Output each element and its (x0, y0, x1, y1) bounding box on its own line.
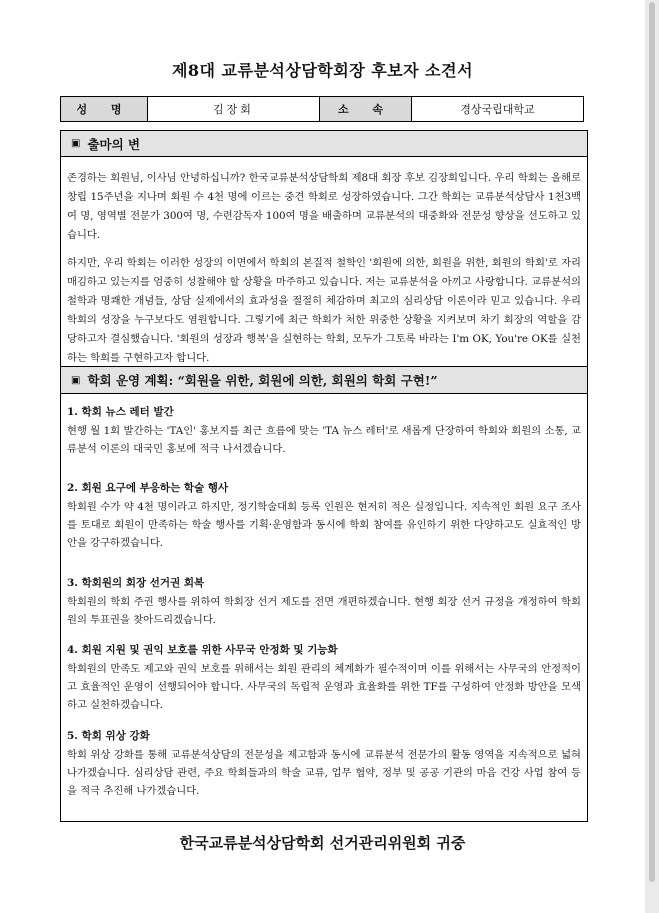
name-value: 김장회 (147, 97, 319, 121)
affiliation-value: 경상국립대학교 (411, 97, 583, 121)
plan-item (67, 574, 581, 629)
plan-item-title: 3. 학회원의 회장 선거권 회복 (67, 577, 205, 589)
vertical-scrollbar[interactable] (645, 0, 659, 913)
square-bullet-icon: ▣ (71, 138, 81, 149)
document-footer: 한국교류분석상담학회 선거관리위원회 귀중 (179, 834, 466, 852)
plan-section-header (61, 366, 587, 394)
candidacy-header-label: 출마의 변 (87, 136, 141, 152)
document-title: 제8대 교류분석상담학회장 후보자 소견서 (171, 61, 474, 80)
candidacy-section-header (61, 131, 587, 157)
candidacy-paragraph: 존경하는 회원님, 이사님 안녕하십니까? 한국교류분석상담학회 제8대 회장 후보 김장회입니다. 우리 학회는 올해로 창립 15주년을 지나며 회원 수 4천 명에 이르는 중견 학회로 성장하였습니다. 그간 학회는 교류분석상담사 1천3백여 명, 영역별 전문가 300여 명, 수련감독자 100여 명을 배출하며 교류분석의 대중화와 전문성 향상을 선도하고 있습니다. (67, 172, 581, 242)
plan-item (67, 727, 581, 801)
plan-item-body: 학회 위상 강화를 통해 교류분석상담의 전문성을 제고함과 동시에 교류분석 전문가의 활동 영역을 지속적으로 넓혀 나가겠습니다. 심리상담 관련, 주요 학회들과의 학술 교류, 업무 협약, 정부 및 공공 기관의 마음 건강 사업 참여 등을 적극 추진해 나가겠습니다. (67, 749, 581, 798)
plan-header-label: 학회 운영 계획: “회원을 위한, 회원에 의한, 회원의 학회 구현!” (87, 373, 438, 388)
plan-item-title: 5. 학회 위상 강화 (67, 730, 150, 742)
plan-item (67, 403, 581, 458)
plan-item-body: 학회원의 학회 주권 행사를 위하여 학회장 선거 제도를 전면 개편하겠습니다. 현행 회장 선거 규정을 개정하여 학회원의 투표권을 찾아드리겠습니다. (67, 596, 581, 627)
plan-item-title: 2. 회원 요구에 부응하는 학술 행사 (67, 482, 229, 494)
square-bullet-icon: ▣ (71, 374, 81, 386)
scrollbar-thumb[interactable] (649, 2, 655, 882)
candidate-info-table (60, 96, 584, 122)
name-label: 성 명 (61, 97, 147, 121)
plan-item (67, 479, 581, 553)
plan-item-body: 학회원의 만족도 제고와 권익 보호를 위해서는 회원 관리의 체계화가 필수적이며 이를 위해서는 사무국의 안정적이고 효율적인 운영이 선행되어야 합니다. 사무국의 독립적 운영과 효율화를 위한 TF를 구성하여 안정화 방안을 모색하고 실천하겠습니다. (67, 663, 581, 712)
plan-item-title: 1. 학회 뉴스 레터 발간 (67, 406, 174, 418)
affiliation-label: 소 속 (319, 97, 411, 121)
plan-item (67, 641, 581, 715)
statement-box (60, 130, 588, 822)
plan-item-body: 학회원 수가 약 4천 명이라고 하지만, 정기학술대회 등록 인원은 현저히 적은 실정입니다. 지속적인 회원 요구 조사를 토대로 회원이 만족하는 학술 행사를 기획·운영함과 동시에 학회 참여를 유인하기 위한 다양하고도 실효적인 방안을 강구하겠습니다. (67, 501, 581, 550)
plan-item-title: 4. 회원 지원 및 권익 보호를 위한 사무국 안정화 및 기능화 (67, 644, 338, 656)
candidacy-paragraph: 하지만, 우리 학회는 이러한 성장의 이면에서 학회의 본질적 철학인 '회원에 의한, 회원을 위한, 회원의 학회'로 자리매김하고 있는지를 엄중히 성찰해야 할 상황을 마주하고 있습니다. 저는 교류분석을 아끼고 사랑합니다. 교류분석의 철학과 명쾌한 개념들, 상담 실제에서의 효과성을 절절히 체감하며 최고의 심리상담 이론이라 믿고 있습니다. 우리 학회의 성장을 누구보다도 염원합니다. 그렇기에 최근 학회가 처한 위중한 상황을 지켜보며 차기 회장의 역할을 감당하고자 결심했습니다. '회원의 성장과 행복'을 실현하는 학회, 모두가 그토록 바라는 I'm OK, You're OK를 실천하는 학회를 구현하고자 합니다. (67, 257, 581, 365)
plan-item-body: 현행 월 1회 발간하는 'TA인' 홍보지를 최근 흐름에 맞는 'TA 뉴스 레터'로 새롭게 단장하여 학회와 회원의 소통, 교류분석 이론의 대국민 홍보에 적극 나서겠습니다. (67, 425, 581, 456)
